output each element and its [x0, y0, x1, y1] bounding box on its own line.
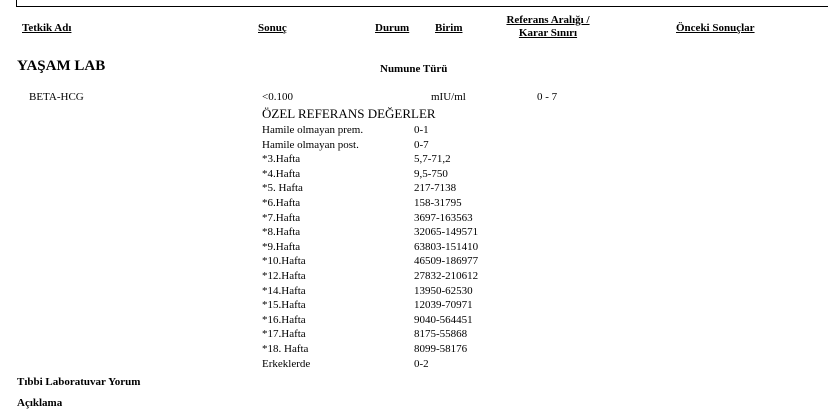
special-reference-title: ÖZEL REFERANS DEĞERLER [262, 106, 436, 121]
header-test-name: Tetkik Adı [22, 22, 72, 34]
reference-row-label: *5. Hafta [262, 182, 303, 195]
sample-type-label: Numune Türü [380, 63, 448, 75]
reference-row-value: 9040-564451 [414, 313, 473, 326]
header-reference [488, 14, 608, 40]
reference-row-value: 3697-163563 [414, 211, 473, 224]
reference-row-value: 63803-151410 [414, 240, 479, 253]
header-reference-line1: Referans Aralığı / [506, 14, 590, 26]
reference-row-label: *3.Hafta [262, 153, 301, 166]
reference-row-label: *4.Hafta [262, 167, 301, 180]
header-unit: Birim [435, 22, 463, 34]
reference-row-value: 27832-210612 [414, 269, 479, 282]
reference-row-label: Hamile olmayan prem. [262, 124, 364, 136]
test-unit: mIU/ml [431, 91, 466, 103]
reference-row-value: 0-1 [414, 124, 429, 136]
reference-row-label: *14.Hafta [262, 284, 306, 297]
header-previous-results: Önceki Sonuçlar [676, 22, 755, 34]
test-name: BETA-HCG [29, 91, 84, 103]
reference-row-value: 32065-149571 [414, 226, 479, 239]
lab-comment-label: Tıbbi Laboratuvar Yorum [17, 376, 141, 388]
reference-row-value: 8099-58176 [414, 342, 468, 355]
reference-row-value: 0-2 [414, 357, 429, 370]
reference-row-value: 12039-70971 [414, 299, 473, 312]
header-reference-line2: Karar Sınırı [518, 27, 578, 39]
reference-row-value: 8175-55868 [414, 328, 468, 341]
test-reference: 0 - 7 [537, 91, 558, 103]
reference-row-value: 5,7-71,2 [414, 153, 451, 166]
reference-row-label: *7.Hafta [262, 211, 301, 224]
top-border-rule [16, 0, 828, 7]
reference-row-label: *16.Hafta [262, 313, 306, 326]
reference-row-value: 158-31795 [414, 196, 462, 209]
reference-row-label: Hamile olmayan post. [262, 138, 359, 151]
reference-row-label: Erkeklerde [262, 357, 311, 370]
reference-row-label: *9.Hafta [262, 240, 301, 253]
reference-row-label: *12.Hafta [262, 269, 306, 282]
reference-row-label: *15.Hafta [262, 299, 306, 312]
reference-row-label: *6.Hafta [262, 196, 301, 209]
reference-row-label: *18. Hafta [262, 342, 309, 355]
header-result: Sonuç [258, 22, 287, 34]
reference-row-label: *17.Hafta [262, 328, 306, 341]
reference-row-value: 9,5-750 [414, 167, 448, 180]
description-label: Açıklama [17, 397, 63, 409]
reference-row-value: 13950-62530 [414, 284, 473, 297]
reference-row-label: *10.Hafta [262, 255, 306, 268]
test-result: <0.100 [262, 91, 293, 103]
header-status: Durum [375, 22, 410, 34]
lab-name: YAŞAM LAB [17, 58, 106, 74]
reference-row-value: 46509-186977 [414, 255, 479, 268]
reference-row-value: 0-7 [414, 138, 429, 151]
reference-row-value: 217-7138 [414, 182, 457, 195]
reference-row-label: *8.Hafta [262, 226, 301, 239]
